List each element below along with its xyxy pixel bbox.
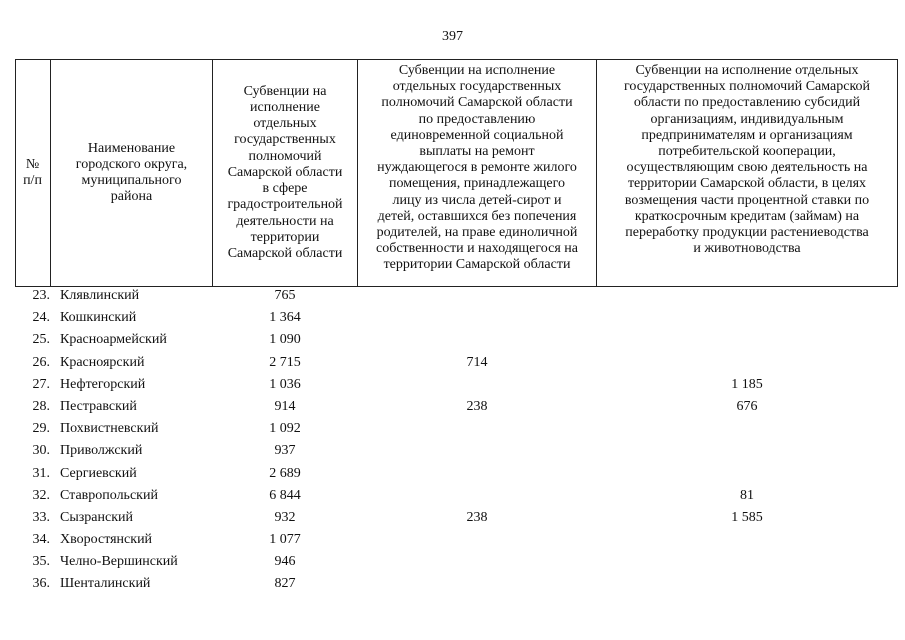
header-urban-planning-subventions: Субвенции на исполнение отдельных государственных полномочий Самарской области в сфере градостроительной деятельности на территории Самарской области xyxy=(227,83,343,261)
housing-repair-value: 238 xyxy=(466,398,488,414)
urban-planning-value: 6 844 xyxy=(269,487,301,503)
table-row xyxy=(15,354,898,376)
page-number: 397 xyxy=(442,29,463,44)
housing-repair-value: 714 xyxy=(466,354,488,370)
district-name: Клявлинский xyxy=(60,288,140,303)
district-name: Хворостянский xyxy=(60,532,153,548)
urban-planning-value: 932 xyxy=(274,509,296,525)
subventions-table xyxy=(15,59,898,598)
district-name: Челно-Вершинский xyxy=(60,554,178,570)
table-row xyxy=(15,553,898,575)
table-row xyxy=(15,376,898,398)
urban-planning-value: 937 xyxy=(274,443,296,459)
header-number: № п/п xyxy=(23,156,42,188)
row-number: 30. xyxy=(32,443,50,459)
urban-planning-value: 1 090 xyxy=(269,332,301,348)
district-name: Шенталинский xyxy=(60,576,151,592)
table-row xyxy=(15,531,898,553)
table-row xyxy=(15,575,898,597)
row-number: 26. xyxy=(32,354,50,370)
district-name: Сергиевский xyxy=(60,465,137,481)
row-number: 35. xyxy=(32,554,50,570)
district-name: Красноярский xyxy=(60,354,145,370)
urban-planning-value: 1 077 xyxy=(269,532,301,548)
urban-planning-value: 765 xyxy=(274,288,296,303)
row-number: 27. xyxy=(32,376,50,392)
row-number: 32. xyxy=(32,487,50,503)
row-number: 25. xyxy=(32,332,50,348)
district-name: Нефтегорский xyxy=(60,376,146,392)
district-name: Красноармейский xyxy=(60,332,167,348)
district-name: Похвистневский xyxy=(60,421,159,437)
district-name: Сызранский xyxy=(60,509,133,525)
district-name: Приволжский xyxy=(60,443,143,459)
table-row xyxy=(15,487,898,509)
table-body xyxy=(15,287,898,598)
credit-interest-value: 676 xyxy=(736,398,758,414)
housing-repair-value: 238 xyxy=(466,509,488,525)
header-housing-repair-subventions: Субвенции на исполнение отдельных государственных полномочий Самарской области по предоставлению единовременной социальной выплаты на ремонт нуждающегося в ремонте жилого помещения, принадлежащего лицу из числа детей-сирот и детей, оставшихся без попечения родителей, на праве единоличной собственности и находящегося на территории Самарской области xyxy=(376,63,578,273)
credit-interest-value: 81 xyxy=(740,487,754,503)
urban-planning-value: 1 036 xyxy=(269,376,301,392)
header-credit-interest-subventions: Субвенции на исполнение отдельных государственных полномочий Самарской области по предоставлению субсидий организациям, индивидуальным предпринимателям и организациям потребительской кооперации, осуществляющим свою деятельность на территории Самарской области, в целях возмещения части процентной ставки по краткосрочным кредитам (займам) на переработку продукции растениеводства и животноводства xyxy=(623,63,871,257)
row-number: 34. xyxy=(32,532,50,548)
row-number: 36. xyxy=(32,576,50,592)
row-number: 28. xyxy=(32,398,50,414)
urban-planning-value: 1 092 xyxy=(269,421,301,437)
urban-planning-value: 2 689 xyxy=(269,465,301,481)
urban-planning-value: 827 xyxy=(274,576,296,592)
urban-planning-value: 914 xyxy=(274,398,296,414)
row-number: 33. xyxy=(32,509,50,525)
urban-planning-value: 1 364 xyxy=(269,310,301,326)
table-row xyxy=(15,398,898,420)
district-name: Кошкинский xyxy=(60,310,137,326)
urban-planning-value: 2 715 xyxy=(269,354,301,370)
table-row xyxy=(15,420,898,442)
district-name: Пестравский xyxy=(60,398,137,414)
table-row xyxy=(15,287,898,309)
urban-planning-value: 946 xyxy=(274,554,296,570)
row-number: 29. xyxy=(32,421,50,437)
table-header xyxy=(15,59,898,287)
district-name: Ставропольский xyxy=(60,487,158,503)
table-row xyxy=(15,465,898,487)
table-row xyxy=(15,331,898,353)
table-row xyxy=(15,509,898,531)
row-number: 23. xyxy=(32,288,50,303)
row-number: 24. xyxy=(32,310,50,326)
credit-interest-value: 1 585 xyxy=(731,509,763,525)
credit-interest-value: 1 185 xyxy=(731,376,763,392)
table-row xyxy=(15,442,898,464)
row-number: 31. xyxy=(32,465,50,481)
header-district-name: Наименование городского округа, муниципального района xyxy=(75,140,188,205)
table-row xyxy=(15,309,898,331)
